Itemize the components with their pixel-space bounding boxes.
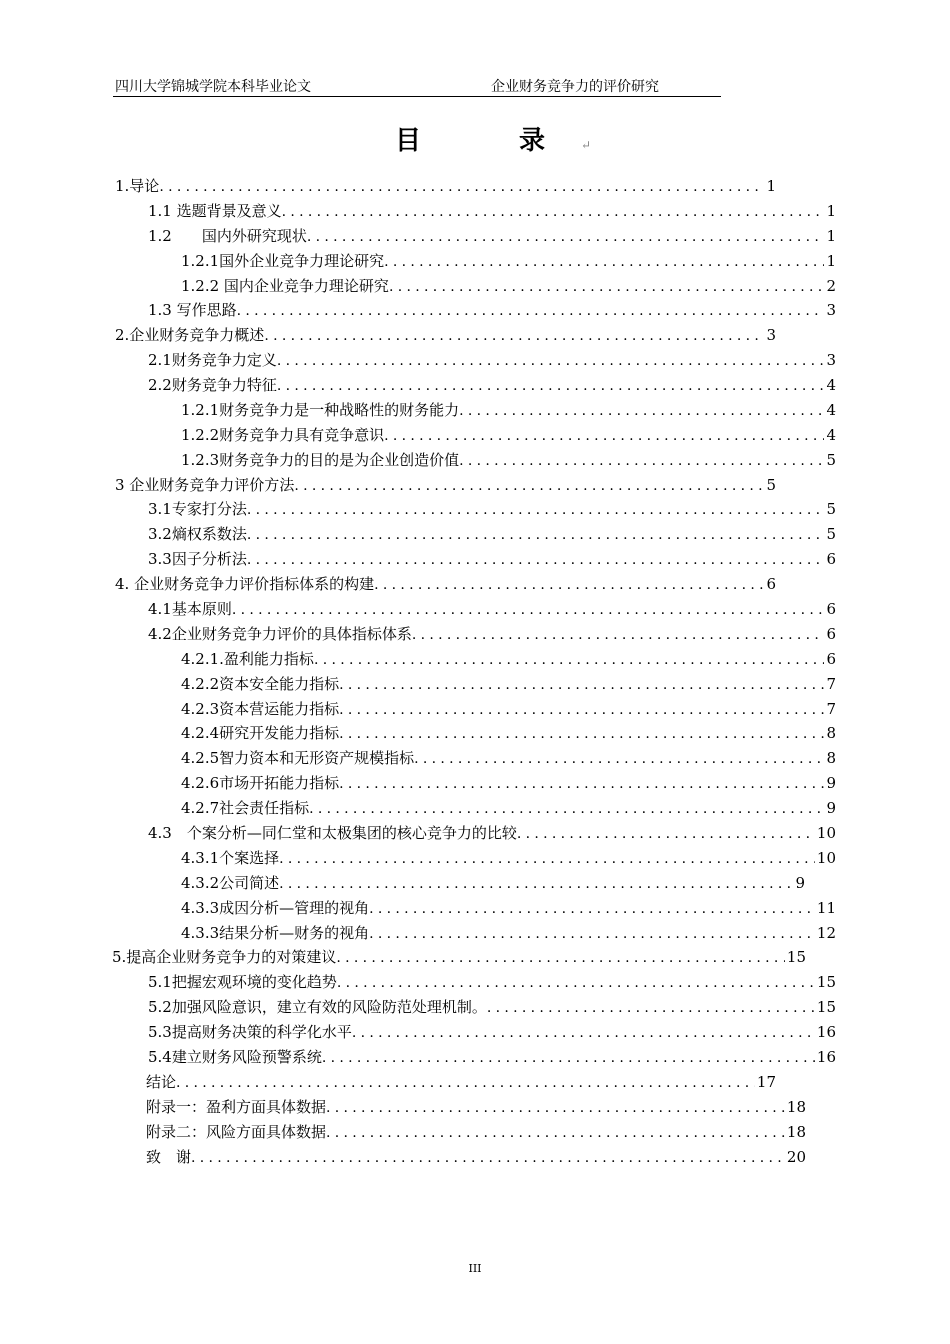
toc-leader-dots bbox=[412, 623, 825, 647]
toc-entry-label: 1.2.3财务竞争力的目的是为企业创造价值 bbox=[181, 451, 460, 469]
toc-leader-dots bbox=[336, 946, 785, 970]
toc-entry-page: 15 bbox=[816, 998, 836, 1016]
toc-entry-label: 1.2.1财务竞争力是一种战略性的财务能力 bbox=[181, 401, 460, 419]
toc-entry[interactable] bbox=[146, 1070, 776, 1094]
toc-leader-dots bbox=[517, 822, 815, 846]
toc-entry-page: 1 bbox=[826, 252, 836, 270]
toc-entry-label: 4.1基本原则 bbox=[148, 600, 232, 618]
toc-entry-label: 1.2 国内外研究现状 bbox=[148, 227, 307, 245]
toc-leader-dots bbox=[459, 399, 824, 423]
toc-entry[interactable] bbox=[148, 1045, 836, 1069]
toc-entry[interactable] bbox=[181, 697, 836, 721]
toc-entry[interactable] bbox=[112, 945, 806, 969]
toc-entry-label: 2.2财务竞争力特征 bbox=[148, 376, 277, 394]
toc-leader-dots bbox=[352, 1021, 815, 1045]
toc-entry-page: 5 bbox=[766, 476, 776, 494]
toc-entry-page: 11 bbox=[816, 899, 836, 917]
toc-entry-page: 16 bbox=[816, 1023, 836, 1041]
page-footer bbox=[0, 1262, 950, 1275]
toc-entry-label: 2.企业财务竞争力概述 bbox=[115, 326, 265, 344]
toc-entry-label: 4.2.4研究开发能力指标 bbox=[181, 724, 340, 742]
toc-entry-label: 4.2.7社会责任指标 bbox=[181, 799, 310, 817]
toc-entry-label: 1.导论 bbox=[115, 177, 160, 195]
toc-entry-page: 6 bbox=[826, 625, 836, 643]
toc-entry-label: 结论 bbox=[146, 1073, 177, 1091]
toc-entry-page: 17 bbox=[756, 1073, 776, 1091]
toc-entry-page: 8 bbox=[826, 724, 836, 742]
toc-entry-page: 9 bbox=[826, 774, 836, 792]
toc-entry-page: 18 bbox=[786, 1098, 806, 1116]
toc-entry[interactable] bbox=[148, 497, 836, 521]
toc-entry-label: 5.3提高财务决策的科学化水平 bbox=[148, 1023, 352, 1041]
toc-entry-label: 4.2.3资本营运能力指标 bbox=[181, 700, 340, 718]
toc-entry-page: 12 bbox=[816, 924, 836, 942]
toc-leader-dots bbox=[294, 474, 764, 498]
toc-entry-label: 1.3 写作思路 bbox=[148, 301, 237, 319]
toc-leader-dots bbox=[369, 897, 815, 921]
toc-entry-page: 5 bbox=[826, 451, 836, 469]
toc-entry[interactable] bbox=[181, 771, 836, 795]
toc-leader-dots bbox=[314, 648, 825, 672]
toc-entry[interactable] bbox=[181, 423, 836, 447]
toc-entry[interactable] bbox=[115, 473, 776, 497]
toc-leader-dots bbox=[309, 797, 824, 821]
toc-entry-page: 4 bbox=[826, 401, 836, 419]
toc-entry-label: 4.2.1.盈利能力指标 bbox=[181, 650, 314, 668]
toc-entry-page: 3 bbox=[826, 301, 836, 319]
toc-leader-dots bbox=[237, 299, 825, 323]
toc-entry-label: 5.1把握宏观环境的变化趋势 bbox=[148, 973, 337, 991]
toc-leader-dots bbox=[339, 722, 824, 746]
toc-leader-dots bbox=[279, 847, 815, 871]
toc-entry-label: 附录二：风险方面具体数据 bbox=[146, 1123, 327, 1141]
toc-entry-label: 3.2熵权系数法 bbox=[148, 525, 247, 543]
toc-entry[interactable] bbox=[148, 224, 836, 248]
toc-entry-page: 6 bbox=[826, 600, 836, 618]
toc-entry[interactable] bbox=[181, 921, 836, 945]
toc-entry-label: 5.提高企业财务竞争力的对策建议 bbox=[112, 948, 337, 966]
toc-entry[interactable] bbox=[181, 672, 836, 696]
toc-leader-dots bbox=[307, 225, 825, 249]
toc-entry-page: 5 bbox=[826, 525, 836, 543]
toc-entry-page: 1 bbox=[766, 177, 776, 195]
header-thesis-title: 企业财务竞争力的评价研究 bbox=[491, 79, 659, 95]
toc-entry-page: 15 bbox=[816, 973, 836, 991]
toc-entry[interactable] bbox=[181, 871, 805, 895]
toc-leader-dots bbox=[232, 598, 825, 622]
page-number: III bbox=[468, 1262, 482, 1275]
toc-entry-label: 4.2.5智力资本和无形资产规模指标 bbox=[181, 749, 415, 767]
toc-entry-page: 16 bbox=[816, 1048, 836, 1066]
toc-leader-dots bbox=[159, 175, 764, 199]
toc-entry[interactable] bbox=[148, 348, 836, 372]
toc-entry-label: 5.2加强风险意识，建立有效的风险防范处理机制。 bbox=[148, 998, 487, 1016]
toc-entry-page: 15 bbox=[786, 948, 806, 966]
toc-leader-dots bbox=[374, 573, 764, 597]
toc-entry-label: 致 谢 bbox=[146, 1148, 192, 1166]
toc-entry[interactable] bbox=[148, 522, 836, 546]
toc-entry-page: 20 bbox=[786, 1148, 806, 1166]
toc-entry-label: 3.1专家打分法 bbox=[148, 500, 247, 518]
toc-entry-page: 7 bbox=[826, 675, 836, 693]
toc-entry[interactable] bbox=[148, 547, 836, 571]
toc-entry[interactable] bbox=[148, 373, 836, 397]
toc-entry[interactable] bbox=[181, 846, 836, 870]
toc-entry-label: 3.3因子分析法 bbox=[148, 550, 247, 568]
toc-entry[interactable] bbox=[181, 448, 836, 472]
toc-entry-label: 4.3.2公司简述 bbox=[181, 874, 280, 892]
toc-leader-dots bbox=[487, 996, 815, 1020]
toc-leader-dots bbox=[414, 747, 824, 771]
toc-entry-label: 附录一：盈利方面具体数据 bbox=[146, 1098, 327, 1116]
toc-entry-label: 3 企业财务竞争力评价方法 bbox=[115, 476, 295, 494]
toc-entry[interactable] bbox=[148, 970, 836, 994]
toc-leader-dots bbox=[191, 1146, 785, 1170]
toc-leader-dots bbox=[384, 250, 824, 274]
toc-leader-dots bbox=[339, 772, 824, 796]
toc-entry-label: 4.3.3成因分析—管理的视角 bbox=[181, 899, 370, 917]
toc-entry-label: 4.3 个案分析—同仁堂和太极集团的核心竞争力的比较 bbox=[148, 824, 517, 842]
toc-entry-page: 6 bbox=[766, 575, 776, 593]
toc-entry-page: 3 bbox=[826, 351, 836, 369]
toc-entry[interactable] bbox=[181, 746, 836, 770]
toc-entry[interactable] bbox=[146, 1145, 806, 1169]
toc-entry[interactable] bbox=[148, 622, 836, 646]
toc-entry[interactable] bbox=[115, 572, 776, 596]
toc-entry-page: 1 bbox=[826, 202, 836, 220]
toc-entry[interactable] bbox=[148, 821, 836, 845]
toc-entry[interactable] bbox=[148, 995, 836, 1019]
toc-leader-dots bbox=[247, 498, 825, 522]
toc-entry-label: 4.2.2资本安全能力指标 bbox=[181, 675, 340, 693]
toc-leader-dots bbox=[322, 1046, 815, 1070]
toc-leader-dots bbox=[459, 449, 824, 473]
toc-entry[interactable] bbox=[148, 1020, 836, 1044]
toc-leader-dots bbox=[277, 374, 825, 398]
toc-entry-page: 5 bbox=[826, 500, 836, 518]
toc-title bbox=[0, 120, 950, 157]
toc-title-text: 目 录 bbox=[394, 126, 581, 156]
toc-entry-page: 9 bbox=[795, 874, 805, 892]
toc-entry-page: 4 bbox=[826, 426, 836, 444]
header-thesis-name: 四川大学锦城学院本科毕业论文 bbox=[115, 79, 311, 95]
return-mark-icon: ↵ bbox=[580, 138, 592, 152]
toc-leader-dots bbox=[247, 523, 825, 547]
toc-entry-page: 1 bbox=[826, 227, 836, 245]
toc-entry-label: 4. 企业财务竞争力评价指标体系的构建 bbox=[115, 575, 375, 593]
toc-entry[interactable] bbox=[181, 647, 836, 671]
toc-entry-page: 6 bbox=[826, 650, 836, 668]
toc-entry-label: 1.1 选题背景及意义 bbox=[148, 202, 282, 220]
toc-entry[interactable] bbox=[148, 597, 836, 621]
toc-entry-label: 4.2企业财务竞争力评价的具体指标体系 bbox=[148, 625, 412, 643]
toc-leader-dots bbox=[176, 1071, 755, 1095]
toc-entry-label: 1.2.2财务竞争力具有竞争意识 bbox=[181, 426, 385, 444]
toc-entry[interactable] bbox=[146, 1120, 806, 1144]
toc-entry[interactable] bbox=[148, 199, 836, 223]
toc-entry[interactable] bbox=[181, 721, 836, 745]
toc-entry-label: 1.2.1国外企业竞争力理论研究 bbox=[181, 252, 385, 270]
toc-entry-label: 4.3.1个案选择 bbox=[181, 849, 280, 867]
toc-leader-dots bbox=[264, 324, 764, 348]
toc-entry-page: 2 bbox=[826, 277, 836, 295]
toc-entry-page: 7 bbox=[826, 700, 836, 718]
toc-entry[interactable] bbox=[146, 1095, 806, 1119]
toc-leader-dots bbox=[326, 1121, 785, 1145]
page-header bbox=[113, 78, 721, 97]
toc-entry[interactable] bbox=[148, 298, 836, 322]
toc-entry[interactable] bbox=[181, 796, 836, 820]
toc-entry[interactable] bbox=[181, 398, 836, 422]
toc-entry-page: 3 bbox=[766, 326, 776, 344]
toc-entry-label: 5.4建立财务风险预警系统 bbox=[148, 1048, 322, 1066]
toc-entry-page: 10 bbox=[816, 824, 836, 842]
toc-entry-label: 4.2.6市场开拓能力指标 bbox=[181, 774, 340, 792]
toc-leader-dots bbox=[384, 424, 824, 448]
toc-entry-page: 8 bbox=[826, 749, 836, 767]
toc-entry[interactable] bbox=[115, 323, 776, 347]
toc-entry[interactable] bbox=[181, 249, 836, 273]
toc-leader-dots bbox=[247, 548, 825, 572]
toc-leader-dots bbox=[389, 275, 825, 299]
toc-entry-page: 9 bbox=[826, 799, 836, 817]
toc-entry[interactable] bbox=[181, 274, 836, 298]
toc-entry[interactable] bbox=[181, 896, 836, 920]
toc-entry-page: 18 bbox=[786, 1123, 806, 1141]
toc-entry-page: 6 bbox=[826, 550, 836, 568]
toc-leader-dots bbox=[369, 922, 815, 946]
toc-leader-dots bbox=[339, 673, 824, 697]
toc-leader-dots bbox=[337, 971, 815, 995]
toc-entry-label: 4.3.3结果分析—财务的视角 bbox=[181, 924, 370, 942]
toc-leader-dots bbox=[326, 1096, 785, 1120]
toc-leader-dots bbox=[339, 698, 824, 722]
toc-leader-dots bbox=[279, 872, 793, 896]
toc-leader-dots bbox=[277, 349, 825, 373]
toc-entry-page: 4 bbox=[826, 376, 836, 394]
toc-entry[interactable] bbox=[115, 174, 776, 198]
toc-entry-label: 2.1财务竞争力定义 bbox=[148, 351, 277, 369]
toc-entry-page: 10 bbox=[816, 849, 836, 867]
toc-leader-dots bbox=[282, 200, 825, 224]
toc-entry-label: 1.2.2 国内企业竞争力理论研究 bbox=[181, 277, 389, 295]
